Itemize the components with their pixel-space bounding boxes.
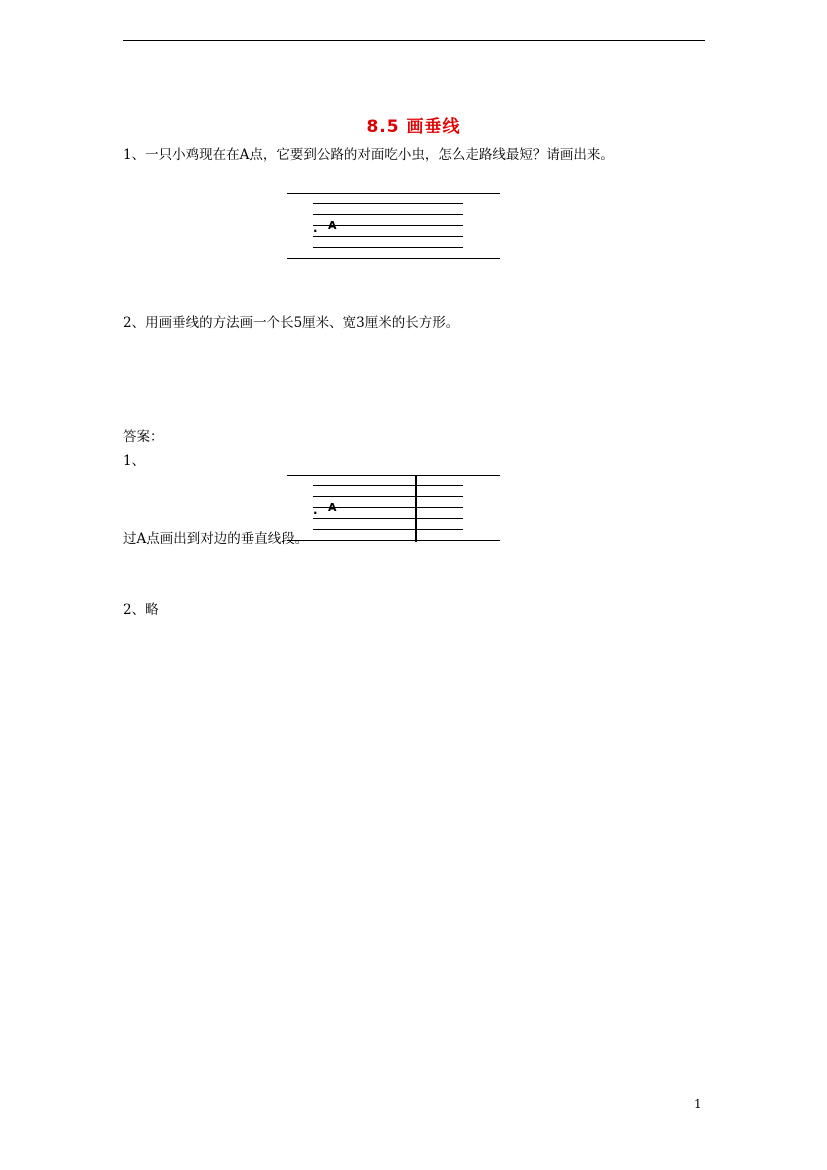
question-2: 2、用画垂线的方法画一个长5厘米、宽3厘米的长方形。 — [123, 315, 460, 331]
page-title: 8.5 画垂线 — [366, 117, 461, 137]
point-dot: . — [313, 503, 318, 517]
answer-1-text: 过A点画出到对边的垂直线段。 — [123, 531, 309, 547]
question-1: 1、一只小鸡现在在A点，它要到公路的对面吃小虫，怎么走路线最短？请画出来。 — [123, 147, 614, 163]
point-a-label: A — [328, 501, 337, 514]
answer-heading: 答案： — [123, 429, 164, 445]
answer-2-text: 2、略 — [123, 602, 159, 618]
header-rule — [123, 40, 705, 41]
point-dot: . — [313, 221, 318, 235]
answer-1-label: 1、 — [123, 453, 146, 469]
answer-road-figure — [286, 470, 502, 544]
road-figure — [286, 188, 502, 262]
point-a-label: A — [328, 219, 337, 232]
page-number: 1 — [694, 1097, 702, 1111]
